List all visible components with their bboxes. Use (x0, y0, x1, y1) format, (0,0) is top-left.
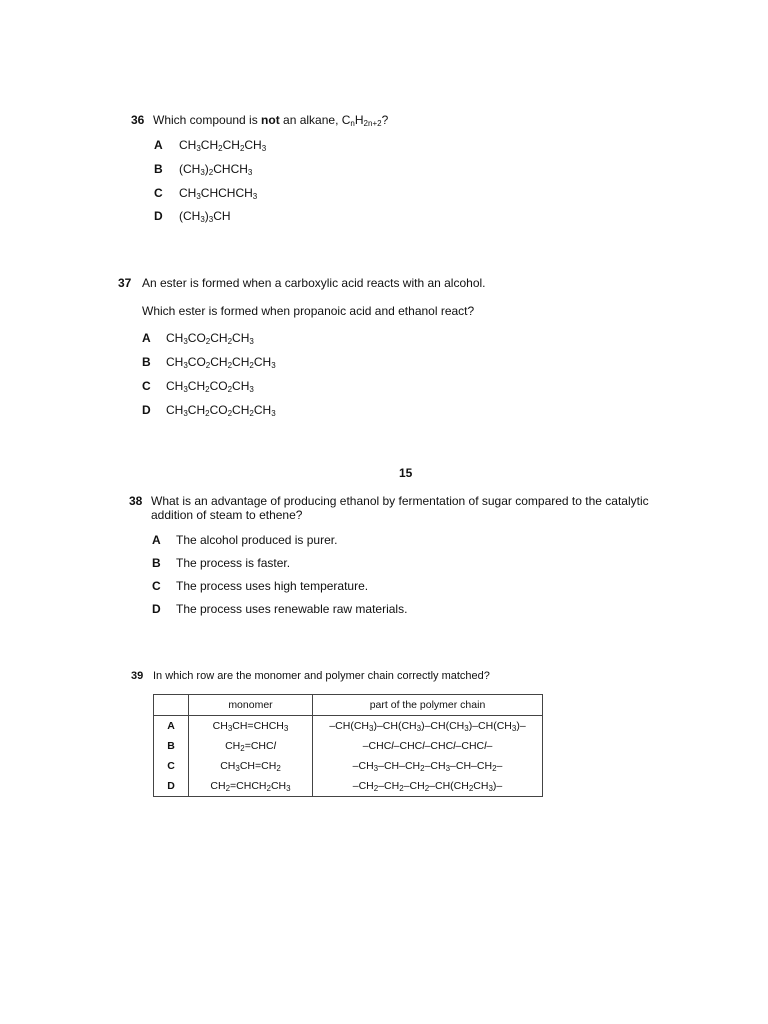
question-number: 39 (131, 670, 144, 682)
table-header-row (154, 695, 543, 716)
option-formula: $CH_3CH_2CH_2CH_3$ (179, 138, 267, 153)
question-stem-line2: addition of steam to ethene? (151, 508, 303, 522)
option-formula: $CH_3CHCHCH_3$ (179, 186, 258, 201)
page-number: 15 (399, 466, 413, 480)
question-stem-line2: Which ester is formed when propanoic acid and ethanol react? (142, 304, 475, 318)
question-38: 38 What is an advantage of producing ethanol by fermentation of sugar compared to the catalytic addition of steam to ethene? A The alcohol produced is purer. B The process is faster. C The process uses high temperature. D The process uses renewable raw materials. (129, 494, 649, 616)
header-polymer: part of the polymer chain (313, 695, 543, 716)
row-letter: A (154, 716, 189, 737)
question-stem: Which compound is not an alkane, $C_nH_{2n+2}$? (153, 113, 389, 128)
table-row[interactable] (154, 736, 543, 756)
monomer-cell: $CH_2=CHCl$ (189, 736, 313, 756)
question-stem-line1: An ester is formed when a carboxylic acid reacts with an alcohol. (142, 276, 486, 290)
polymer-cell: $-CH(CH_3)-CH(CH_3)-CH(CH_3)-CH(CH_3)-$ (313, 716, 543, 737)
monomer-cell: $CH_3CH=CHCH_3$ (189, 716, 313, 737)
question-number: 37 (118, 276, 132, 290)
row-letter: C (154, 756, 189, 776)
option-formula: $CH_3CO_2CH_2CH_2CH_3$ (166, 355, 276, 370)
question-number: 38 (129, 494, 143, 508)
option-formula: $(CH_3)_3CH$ (179, 209, 231, 224)
monomer-cell: $CH_3CH=CH_2$ (189, 756, 313, 776)
polymer-cell: $-CH_3-CH-CH_2-CH_3-CH-CH_2-$ (313, 756, 543, 776)
question-37: 37 An ester is formed when a carboxylic acid reacts with an alcohol. Which ester is formed when propanoic acid and ethanol react? A $CH_3CO_2CH_2CH_3$ B $CH_3CO_2CH_2CH_2CH_3$ C $CH_3CH_2CO_2CH_3$ D $CH_3CH_2CO_2CH_2CH_3$ (118, 276, 486, 418)
table-row[interactable] (154, 716, 543, 737)
header-monomer: monomer (189, 695, 313, 716)
table-row[interactable] (154, 776, 543, 797)
option-formula: $CH_3CO_2CH_2CH_3$ (166, 331, 254, 346)
monomer-polymer-table (153, 694, 543, 797)
question-39 (131, 669, 651, 689)
header-blank (154, 695, 189, 716)
table-row[interactable] (154, 756, 543, 776)
polymer-cell: $-CH_2-CH_2-CH_2-CH(CH_2CH_3)-$ (313, 776, 543, 797)
question-36: 36 Which compound is not an alkane, $C_nH_{2n+2}$? A $CH_3CH_2CH_2CH_3$ B $(CH_3)_2CHCH_3$ C $CH_3CHCHCH_3$ D $(CH_3)_3CH$ (131, 113, 389, 224)
option-formula: $(CH_3)_2CHCH_3$ (179, 162, 253, 177)
row-letter: B (154, 736, 189, 756)
question-stem: In which row are the monomer and polymer chain correctly matched? (153, 670, 490, 682)
question-number: 36 (131, 113, 145, 127)
monomer-cell: $CH_2=CHCH_2CH_3$ (189, 776, 313, 797)
option-formula: $CH_3CH_2CO_2CH_2CH_3$ (166, 403, 276, 418)
question-stem-line1: What is an advantage of producing ethanol by fermentation of sugar compared to the catalytic (151, 494, 649, 508)
row-letter: D (154, 776, 189, 797)
option-formula: $CH_3CH_2CO_2CH_3$ (166, 379, 254, 394)
polymer-cell: –CHCl–CHCl–CHCl–CHCl– (313, 736, 543, 756)
